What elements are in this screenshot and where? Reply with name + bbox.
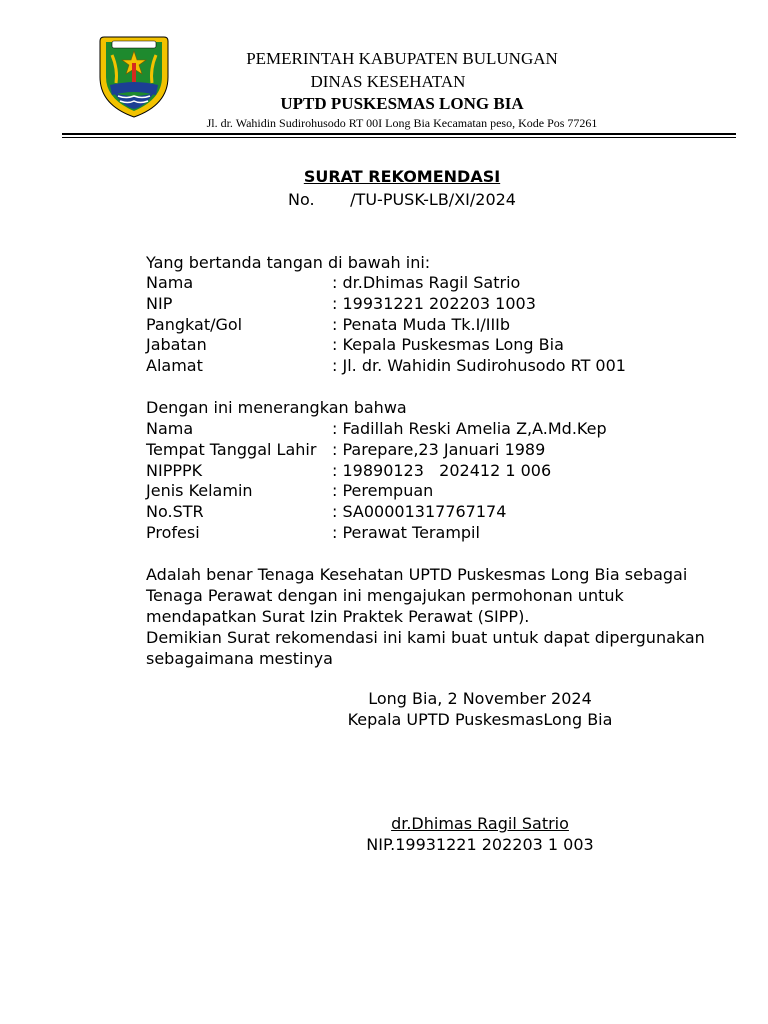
statement-text: Dengan ini menerangkan bahwa bbox=[146, 398, 407, 417]
field-value: : dr.Dhimas Ragil Satrio bbox=[332, 273, 521, 292]
body-line: Adalah benar Tenaga Kesehatan UPTD Puskesmas Long Bia sebagai bbox=[146, 565, 688, 584]
document-title: SURAT REKOMENDASI bbox=[303, 167, 501, 186]
body-line: sebagaimana mestinya bbox=[146, 649, 333, 668]
field-value: : 19890123 202412 1 006 bbox=[332, 461, 552, 480]
field-value: : Fadillah Reski Amelia Z,A.Md.Kep bbox=[332, 419, 607, 438]
body-line: Tenaga Perawat dengan ini mengajukan permohonan untuk bbox=[146, 586, 624, 605]
field-label: Nama bbox=[146, 419, 194, 438]
field-value: : SA00001317767174 bbox=[332, 502, 507, 521]
place-date: Long Bia, 2 November 2024 bbox=[368, 689, 592, 708]
intro-text: Yang bertanda tangan di bawah ini: bbox=[146, 253, 431, 272]
field-label: Tempat Tanggal Lahir bbox=[146, 440, 317, 459]
letterhead-divider-thin bbox=[62, 137, 736, 138]
letterhead-institution: UPTD PUSKESMAS LONG BIA bbox=[280, 94, 524, 113]
field-label: NIP bbox=[146, 294, 173, 313]
field-value: : Perempuan bbox=[332, 481, 434, 500]
field-label: Alamat bbox=[146, 356, 203, 375]
body-paragraph bbox=[146, 564, 705, 669]
signer-title: Kepala UPTD PuskesmasLong Bia bbox=[347, 710, 613, 729]
body-line: mendapatkan Surat Izin Praktek Perawat (SIPP). bbox=[146, 607, 530, 626]
signer-nip: NIP.19931221 202203 1 003 bbox=[366, 835, 594, 854]
field-label: Jenis Kelamin bbox=[146, 481, 253, 500]
field-value: : 19931221 202203 1003 bbox=[332, 294, 536, 313]
letterhead-department: DINAS KESEHATAN bbox=[310, 72, 466, 91]
field-label: Nama bbox=[146, 273, 194, 292]
field-value: : Kepala Puskesmas Long Bia bbox=[332, 335, 564, 354]
field-value: : Jl. dr. Wahidin Sudirohusodo RT 001 bbox=[332, 356, 626, 375]
field-label: NIPPPK bbox=[146, 461, 203, 480]
signer-name bbox=[330, 813, 630, 834]
field-label: Jabatan bbox=[146, 335, 207, 354]
letterhead-divider-thick bbox=[62, 133, 736, 135]
field-label: Profesi bbox=[146, 523, 200, 542]
letterhead-government: PEMERINTAH KABUPATEN BULUNGAN bbox=[246, 49, 558, 68]
field-label: No.STR bbox=[146, 502, 204, 521]
field-value: : Penata Muda Tk.I/IIIb bbox=[332, 315, 511, 334]
letterhead-address: Jl. dr. Wahidin Sudirohusodo RT 00I Long Bia Kecamatan peso, Kode Pos 77261 bbox=[206, 116, 598, 130]
document-number: No. /TU-PUSK-LB/XI/2024 bbox=[288, 190, 516, 209]
field-label: Pangkat/Gol bbox=[146, 315, 243, 334]
body-line: Demikian Surat rekomendasi ini kami buat untuk dapat dipergunakan bbox=[146, 628, 705, 647]
field-value: : Parepare,23 Januari 1989 bbox=[332, 440, 546, 459]
signer-name-text: dr.Dhimas Ragil Satrio bbox=[391, 814, 569, 833]
field-value: : Perawat Terampil bbox=[332, 523, 480, 542]
